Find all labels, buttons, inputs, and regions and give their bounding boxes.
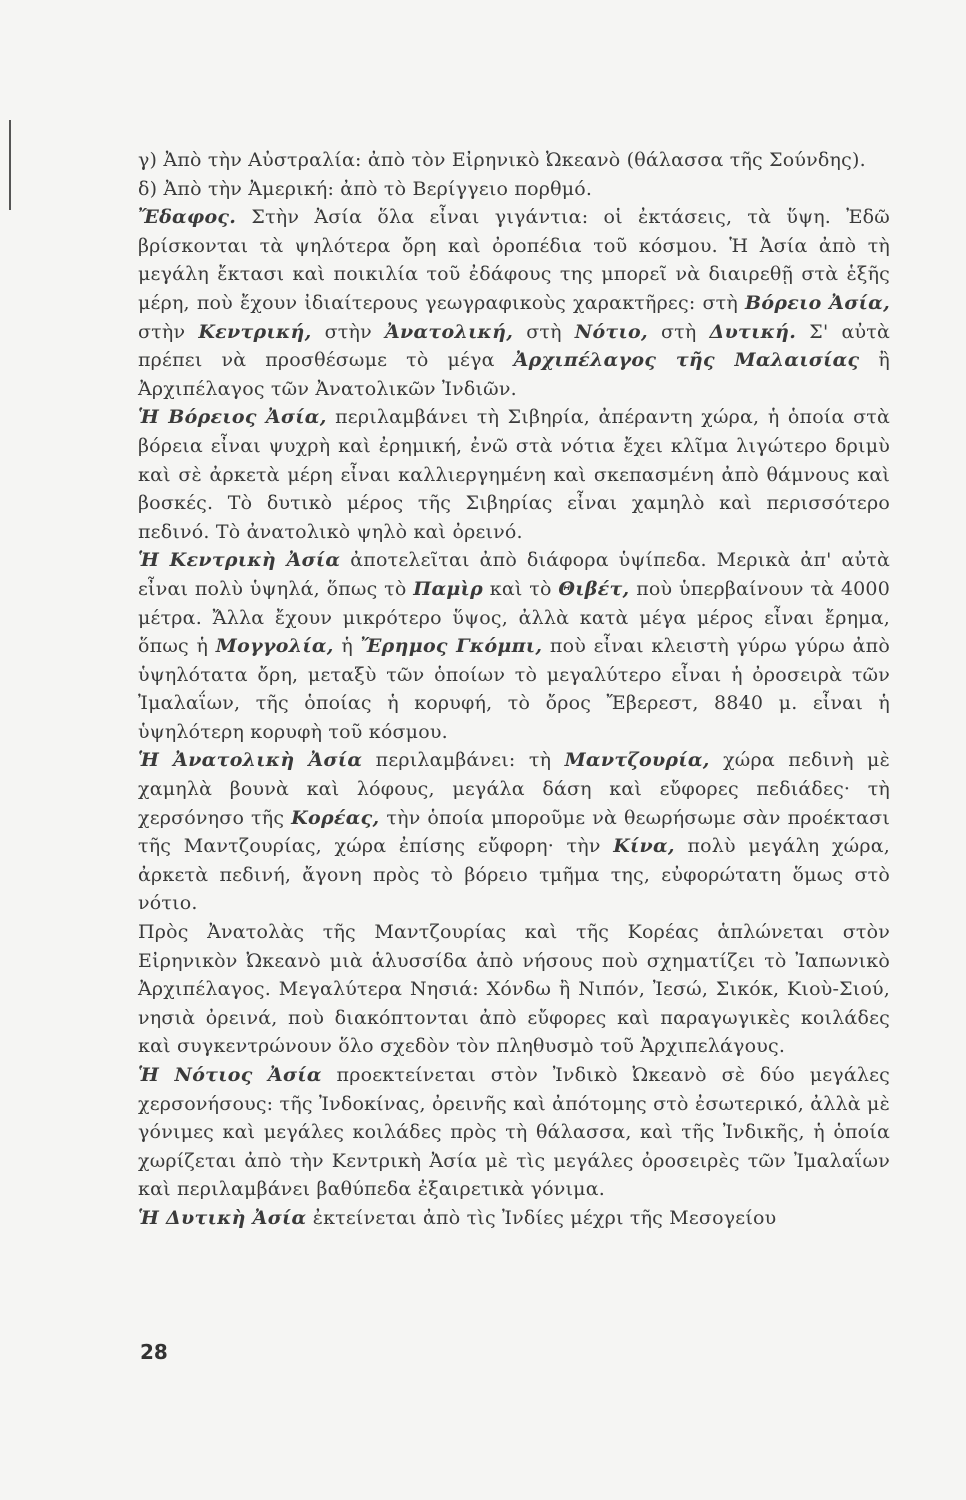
paragraph-text: Σ' αὐτὰ πρέπει νὰ προσθέσωμε τὸ μέγα [138, 320, 890, 372]
paragraph-text: δ) Ἀπὸ τὴν Ἀμερική: ἀπὸ τὸ Βερίγγειο πορθμό. [138, 177, 593, 200]
heading-term: Βόρειο Ἀσία, [745, 291, 890, 314]
heading-term: Ἀρχιπέλαγος τῆς Μαλαισίας [513, 349, 860, 372]
paragraph-text: τὴν ὁποία μποροῦμε νὰ θεωρήσωμε σὰν προέκτασι τῆς Μαντζουρίας, χώρα ἐπίσης εὔφορη· τὴν [138, 806, 890, 858]
heading-term: Ἔρημος Γκόμπι, [360, 635, 543, 658]
heading-term: Μαντζουρία, [564, 749, 710, 772]
heading-term: Κεντρική, [198, 320, 312, 343]
heading-term: Ἡ Βόρειος Ἀσία, [138, 406, 327, 429]
paragraph-text: ποὺ εἶναι κλειστὴ γύρω γύρω ἀπὸ ὑψηλότατα ὄρη, μεταξὺ τῶν ὁποίων τὸ μεγαλύτερο εἶναι ἡ ὀροσειρὰ τῶν Ἰμαλαΐων, τῆς ὁποίας ἡ κορυφή, τὸ ὄρος Ἔβερεστ, 8840 μ. εἶναι ἡ ὑψηλότερη κορυφὴ τοῦ κόσμου. [138, 635, 890, 743]
paragraph [138, 146, 890, 175]
paragraph-text: στὴ [647, 320, 710, 343]
paragraph [138, 1061, 890, 1204]
heading-term: Νότιο, [574, 320, 648, 343]
paragraph-text: Στὴν Ἀσία ὅλα εἶναι γιγάντια: οἱ ἐκτάσεις, τὰ ὕψη. Ἐδῶ βρίσκονται τὰ ψηλότερα ὄρη καὶ ὀροπέδια τοῦ κόσμου. Ἡ Ἀσία ἀπὸ τὴ μεγάλη ἔκτασι καὶ ποικιλία τοῦ ἐδάφους της μπορεῖ νὰ διαιρεθῇ στὰ ἑξῆς μέρη, ποὺ ἔχουν ἰδιαίτερους γεωγραφικοὺς χαρακτῆρες: στὴ [138, 206, 890, 314]
paragraph-text: στὴ [513, 320, 575, 343]
paragraph [138, 175, 890, 204]
paragraph-text: στὴν [138, 320, 199, 343]
heading-term: Ἡ Νότιος Ἀσία [138, 1064, 322, 1086]
paragraph-text: ἀποτελεῖται ἀπὸ διάφορα ὑψίπεδα. Μερικὰ ἀπ' αὐτὰ εἶναι πολὺ ὑψηλά, ὅπως τὸ [138, 549, 890, 600]
paragraph-text: ἐκτείνεται ἀπὸ τὶς Ἰνδίες μέχρι τῆς Μεσογείου [306, 1206, 777, 1229]
heading-term: Ἀνατολική, [384, 320, 514, 343]
heading-term: Κορέας, [291, 806, 380, 829]
paragraph-text: περιλαμβάνει τὴ Σιβηρία, ἀπέραντη χώρα, ἡ ὁποία στὰ βόρεια εἶναι ψυχρὴ καὶ ἐρημική, ἐνῶ στὰ νότια ἔχει κλῖμα λιγώτερο δριμὺ καὶ σὲ ἀρκετὰ μέρη εἶναι καλλιεργημένη καὶ σκεπασμένη ἀπὸ θάμνους καὶ βοσκές. Τὸ δυτικὸ μέρος τῆς Σιβηρίας εἶναι χαμηλὸ καὶ περισσότερο πεδινό. Τὸ ἀνατολικὸ ψηλὸ καὶ ὀρεινό. [138, 406, 890, 543]
heading-term: Κίνα, [613, 835, 675, 858]
paragraph-text: πολὺ μεγάλη χώρα, ἀρκετὰ πεδινή, ἄγονη πρὸς τὸ βόρειο τμῆμα της, εὐφορώτατη ὅμως στὸ νότιο. [138, 835, 891, 915]
paragraph-text: προεκτείνεται στὸν Ἰνδικὸ Ὠκεανὸ σὲ δύο μεγάλες χερσονήσους: τῆς Ἰνδοκίνας, ὀρεινῆς καὶ ἀπότομης στὸ ἐσωτερικό, ἀλλὰ μὲ γόνιμες καὶ μεγάλες κοιλάδες πρὸς τὴ θάλασσα, καὶ τῆς Ἰνδικῆς, ἡ ὁποία χωρίζεται ἀπὸ τὴν Κεντρικὴ Ἀσία μὲ τὶς μεγάλες ὀροσειρὲς τῶν Ἰμαλαΐων καὶ περιλαμβάνει βαθύπεδα ἐξαιρετικὰ γόνιμα. [138, 1064, 890, 1201]
paragraph-text: καὶ τὸ [483, 577, 559, 600]
paragraph-text: ἢ Ἀρχιπέλαγος τῶν Ἀνατολικῶν Ἰνδιῶν. [138, 349, 890, 400]
page-text [138, 146, 890, 1233]
heading-term: Παμὶρ [413, 577, 484, 600]
paragraph [138, 746, 890, 918]
paragraph-text: στὴν [311, 320, 385, 343]
heading-term: Ἡ Δυτικὴ Ἀσία [138, 1206, 307, 1229]
paragraph [138, 1204, 890, 1233]
margin-mark [9, 120, 11, 210]
paragraph-text: περιλαμβάνει: τὴ [362, 749, 565, 772]
paragraph [138, 403, 890, 546]
paragraph-text: χώρα πεδινὴ μὲ χαμηλὰ βουνὰ καὶ λόφους, μεγάλα δάση καὶ εὔφορες πεδιάδες· τὴ χερσόνησο τῆς [138, 749, 890, 829]
paragraph [138, 918, 890, 1061]
page-number: 28 [140, 1340, 168, 1364]
paragraph-text: ποὺ ὑπερβαίνουν τὰ 4000 μέτρα. Ἄλλα ἔχουν μικρότερο ὕψος, ἀλλὰ κατὰ μέγα μέρος εἶναι ἔρημα, ὅπως ἡ [138, 577, 890, 658]
paragraph-text: Πρὸς Ἀνατολὰς τῆς Μαντζουρίας καὶ τῆς Κορέας ἁπλώνεται στὸν Εἰρηνικὸν Ὠκεανὸ μιὰ ἁλυσσίδα ἀπὸ νήσους ποὺ σχηματίζει τὸ Ἰαπωνικὸ Ἀρχιπέλαγος. Μεγαλύτερα Νησιά: Χόνδω ἢ Νιπόν, Ἰεσώ, Σικόκ, Κιοὺ-Σιού, νησιὰ ὀρεινά, ποὺ διακόπτονται ἀπὸ εὔφορες καὶ παραγωγικὲς κοιλάδες καὶ συγκεντρώνουν ὅλο σχεδὸν τὸν πληθυσμὸ τοῦ Ἀρχιπελάγους. [138, 921, 890, 1058]
paragraph-text: ἡ [333, 635, 361, 658]
paragraph [138, 203, 890, 403]
heading-term: Μογγολία, [215, 635, 334, 658]
heading-term: Δυτική. [709, 320, 797, 343]
heading-term: Ἔδαφος. [138, 206, 237, 229]
heading-term: Ἡ Ἀνατολικὴ Ἀσία [138, 749, 363, 772]
heading-term: Θιβέτ, [558, 577, 630, 600]
paragraph-text: γ) Ἀπὸ τὴν Αὐστραλία: ἀπὸ τὸν Εἰρηνικὸ Ὠκεανὸ (θάλασσα τῆς Σούνδης). [138, 149, 866, 171]
heading-term: Ἡ Κεντρικὴ Ἀσία [138, 549, 341, 572]
paragraph [138, 546, 890, 746]
